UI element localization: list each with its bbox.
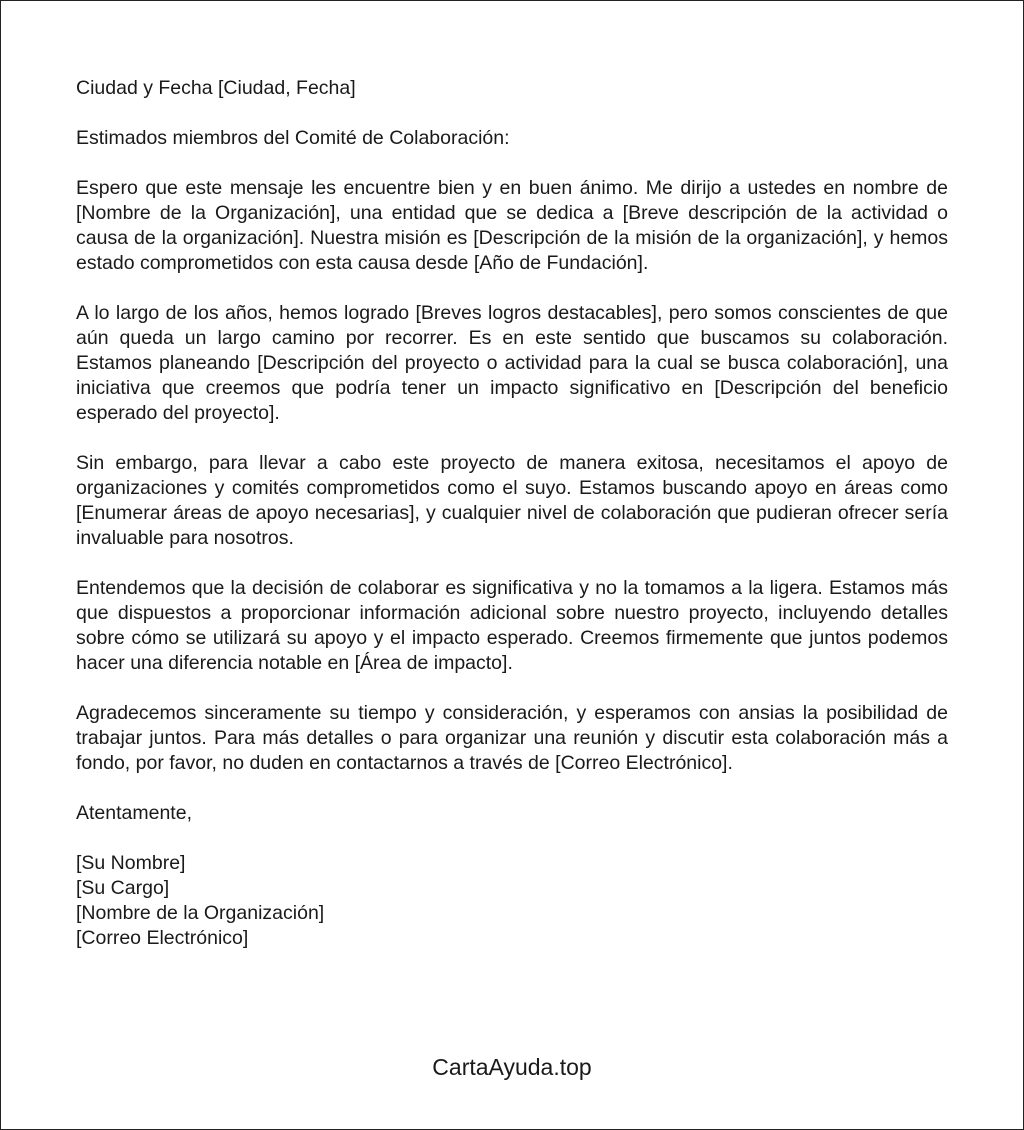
date-line: Ciudad y Fecha [Ciudad, Fecha] [76, 77, 356, 99]
paragraph-commitment: Entendemos que la decisión de colaborar es significativa y no la tomamos a la ligera. Estamos más que dispuestos a proporcionar información adicional sobre nuestro proyecto, incluyendo detalles sobre cómo se utilizará su apoyo y el impacto esperado. Creemos firmemente que juntos podemos hacer una diferencia notable en [Área de impacto]. [76, 577, 948, 674]
closing: Atentamente, [76, 802, 192, 824]
paragraph-achievements: A lo largo de los años, hemos logrado [Breves logros destacables], pero somos conscientes de que aún queda un largo camino por recorrer. Es en este sentido que buscamos su colaboración. Estamos planeando [Descripción del proyecto o actividad para la cual se busca colaboración], una iniciativa que creemos que podría tener un impacto significativo en [Descripción del beneficio esperado del proyecto]. [76, 302, 948, 424]
signature-email: [Correo Electrónico] [76, 927, 249, 949]
paragraph-support-needed: Sin embargo, para llevar a cabo este proyecto de manera exitosa, necesitamos el apoyo de organizaciones y comités comprometidos como el suyo. Estamos buscando apoyo en áreas como [Enumerar áreas de apoyo necesarias], y cualquier nivel de colaboración que pudieran ofrecer sería invaluable para nosotros. [76, 452, 948, 549]
signature-position: [Su Cargo] [76, 877, 170, 899]
salutation: Estimados miembros del Comité de Colaboración: [76, 127, 510, 149]
footer-site-name: CartaAyuda.top [432, 1054, 592, 1080]
letter-body [76, 76, 948, 951]
signature-name: [Su Nombre] [76, 852, 186, 874]
paragraph-thanks: Agradecemos sinceramente su tiempo y consideración, y esperamos con ansias la posibilidad de trabajar juntos. Para más detalles o para organizar una reunión y discutir esta colaboración más a fondo, por favor, no duden en contactarnos a través de [Correo Electrónico]. [76, 702, 948, 774]
signature-organization: [Nombre de la Organización] [76, 902, 325, 924]
signature-block [76, 851, 948, 951]
paragraph-introduction: Espero que este mensaje les encuentre bien y en buen ánimo. Me dirijo a ustedes en nombre de [Nombre de la Organización], una entidad que se dedica a [Breve descripción de la actividad o causa de la organización]. Nuestra misión es [Descripción de la misión de la organización], y hemos estado comprometidos con esta causa desde [Año de Fundación]. [76, 177, 948, 274]
